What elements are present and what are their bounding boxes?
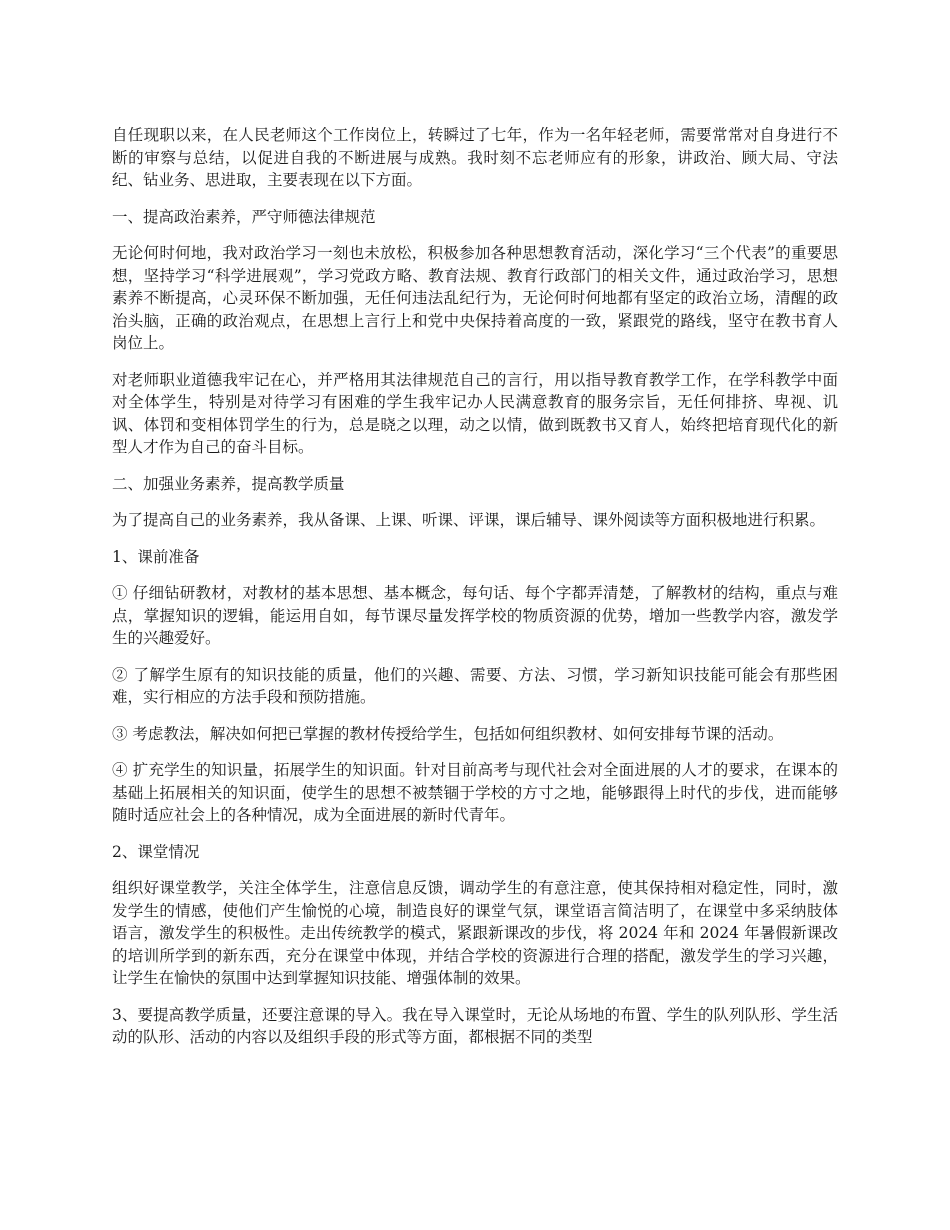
subheading-preparation: 1、课前准备 — [112, 547, 200, 566]
preparation-item-1: ① 仔细钻研教材，对教材的基本思想、基本概念，每句话、每个字都弄清楚，了解教材的结构，重点与难点，掌握知识的逻辑，能运用自如，每节课尽量发挥学校的物质资源的优势，增加一些教学内容，激发学生的兴趣爱好。 — [112, 584, 838, 647]
preparation-item-3: ③ 考虑教法，解决如何把已掌握的教材传授给学生，包括如何组织教材、如何安排每节课的活动。 — [112, 724, 784, 743]
professional-intro-paragraph: 为了提高自己的业务素养，我从备课、上课、听课、评课，课后辅导、课外阅读等方面积极地进行积累。 — [112, 511, 826, 529]
section-heading-political: 一、提高政治素养，严守师德法律规范 — [112, 207, 376, 226]
political-study-paragraph: 无论何时何地，我对政治学习一刻也未放松，积极参加各种思想教育活动，深化学习“三个代表”的重要思想，坚持学习“科学进展观”，学习党政方略、教育法规、教育行政部门的相关文件，通过政治学习，思想素养不断提高，心灵环保不断加强，无任何违法乱纪行为，无论何时何地都有坚定的政治立场，清醒的政治头脑，正确的政治观点，在思想上言行上和党中央保持着高度的一致，紧跟党的路线，坚守在教书育人岗位上。 — [112, 244, 838, 352]
subheading-classroom: 2、课堂情况 — [112, 842, 200, 861]
preparation-item-2: ② 了解学生原有的知识技能的质量，他们的兴趣、需要、方法、习惯，学习新知识技能可能会有那些困难，实行相应的方法手段和预防措施。 — [112, 665, 838, 706]
section-heading-professional: 二、加强业务素养，提高教学质量 — [112, 474, 345, 493]
intro-paragraph: 自任现职以来，在人民老师这个工作岗位上，转瞬过了七年，作为一名年轻老师，需要常常对自身进行不断的审察与总结，以促进自我的不断进展与成熟。我时刻不忘老师应有的形象，讲政治、顾大局、守法纪、钻业务、思进取，主要表现在以下方面。 — [112, 126, 838, 189]
preparation-item-4: ④ 扩充学生的知识量，拓展学生的知识面。针对目前高考与现代社会对全面进展的人才的要求，在课本的基础上拓展相关的知识面，使学生的思想不被禁锢于学校的方寸之地，能够跟得上时代的步伐，进而能够随时适应社会上的各种情况，成为全面进展的新时代青年。 — [112, 761, 838, 824]
lesson-introduction-paragraph: 3、要提高教学质量，还要注意课的导入。我在导入课堂时，无论从场地的布置、学生的队列队形、学生活动的队形、活动的内容以及组织手段的形式等方面，都根据不同的类型 — [112, 1005, 838, 1046]
classroom-paragraph: 组织好课堂教学，关注全体学生，注意信息反馈，调动学生的有意注意，使其保持相对稳定性，同时，激发学生的情感，使他们产生愉悦的心境，制造良好的课堂气氛，课堂语言简洁明了，在课堂中多采纳肢体语言，激发学生的积极性。走出传统教学的模式，紧跟新课改的步伐，将 2024 年和 2024 年暑假新课改的培训所学到的新东西，充分在课堂中体现，并结合学校的资源进行合理的搭配，激发学生的学习兴趣，让学生在愉快的氛围中达到掌握知识技能、增强体制的效果。 — [112, 879, 838, 987]
document-body — [112, 124, 838, 1063]
teacher-ethics-paragraph: 对老师职业道德我牢记在心，并严格用其法律规范自己的言行，用以指导教育教学工作，在学科教学中面对全体学生，特别是对待学习有困难的学生我牢记办人民满意教育的服务宗旨，无任何排挤、卑视、讥讽、体罚和变相体罚学生的行为，总是晓之以理，动之以情，做到既教书又育人，始终把培育现代化的新型人才作为自己的奋斗目标。 — [112, 370, 838, 456]
